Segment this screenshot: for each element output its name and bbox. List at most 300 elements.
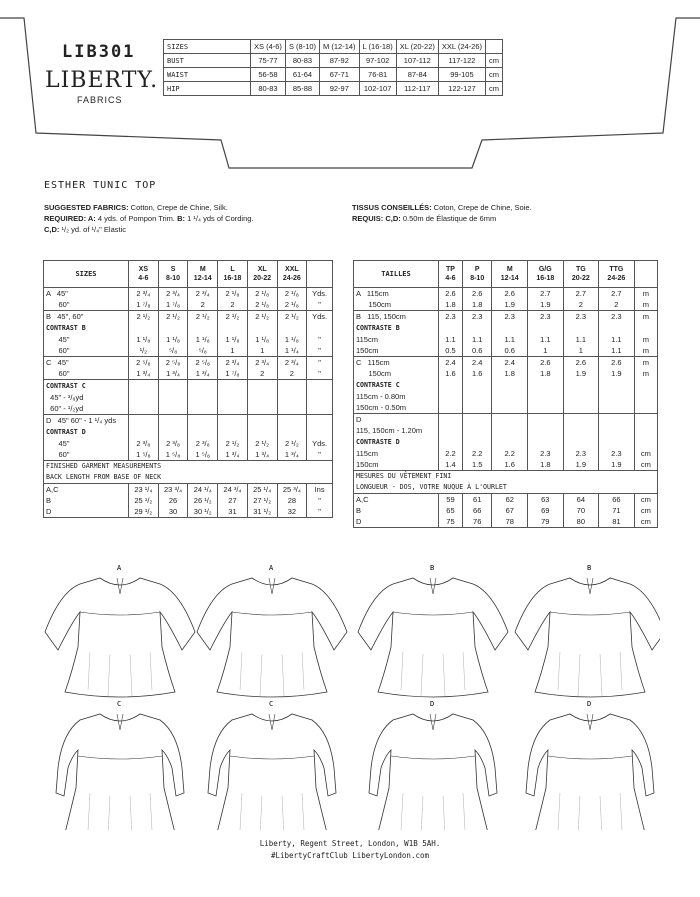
table-cell: 1.8 bbox=[528, 459, 564, 471]
table-cell: 1 ³/₄ bbox=[188, 368, 218, 380]
size-cell: L (16-18) bbox=[359, 40, 396, 54]
size-cell: S (8-10) bbox=[285, 40, 319, 54]
table-cell bbox=[218, 392, 248, 403]
header-cell: TAILLES bbox=[354, 261, 439, 288]
header-cell: M 12-14 bbox=[188, 261, 218, 288]
table-cell: 2 ³/₈ bbox=[158, 438, 188, 449]
table-cell: m bbox=[634, 357, 657, 369]
brand-sub: FABRICS bbox=[77, 95, 123, 105]
size-cell: XL (20-22) bbox=[396, 40, 438, 54]
size-cell: cm bbox=[486, 54, 503, 68]
table-cell: 2.6 bbox=[528, 357, 564, 369]
table-cell: m bbox=[634, 368, 657, 379]
header-cell: G/G 16-18 bbox=[528, 261, 564, 288]
fabric-info-fr: TISSUS CONSEILLÉS: Coton, Crepe de Chine, Soie. REQUIS: C,D: 0.50m de Élastique de 6mm bbox=[352, 203, 532, 223]
yardage-table-fr bbox=[353, 260, 658, 528]
table-cell: 1 ⁵/₈ bbox=[188, 449, 218, 461]
table-cell bbox=[354, 345, 439, 357]
measurement-cell: D bbox=[354, 516, 439, 528]
table-cell bbox=[188, 426, 218, 438]
table-cell: 1 ³/₄ bbox=[247, 449, 277, 461]
table-cell bbox=[218, 415, 248, 427]
measurement-row bbox=[44, 495, 333, 506]
table-cell bbox=[563, 391, 599, 402]
measurement-cell: 80 bbox=[563, 516, 599, 528]
measurement-cell: cm bbox=[634, 494, 657, 506]
row-label: D 45" 60" - 1 ¹/₄ yds bbox=[46, 416, 117, 425]
size-cell: cm bbox=[486, 82, 503, 96]
note-text: FINISHED GARMENT MEASUREMENTS bbox=[44, 461, 333, 473]
table-cell: 2 bbox=[188, 299, 218, 311]
table-cell: cm bbox=[634, 459, 657, 471]
table-cell: 2 ³/₄ bbox=[247, 357, 277, 369]
table-cell bbox=[129, 403, 159, 415]
table-cell bbox=[218, 426, 248, 438]
table-row bbox=[44, 288, 333, 300]
table-cell: 2 ³/₄ bbox=[158, 288, 188, 300]
size-cell: 61-64 bbox=[285, 68, 319, 82]
table-cell: Yds. bbox=[307, 288, 333, 300]
table-cell: 1.6 bbox=[462, 368, 492, 379]
table-cell: 1 ³/₄ bbox=[218, 449, 248, 461]
table-cell bbox=[158, 322, 188, 334]
table-cell bbox=[307, 415, 333, 427]
table-cell: 1 ¹/₄ bbox=[277, 345, 307, 357]
view-label: B bbox=[430, 564, 435, 572]
row-label: A 45" bbox=[46, 289, 68, 298]
table-row bbox=[354, 322, 658, 334]
brand-logo: LIBERTY. bbox=[45, 68, 159, 93]
table-cell: 2 ⁵/₈ bbox=[129, 357, 159, 369]
measurement-cell: 30 bbox=[158, 506, 188, 518]
table-cell: m bbox=[634, 334, 657, 345]
table-cell: 2.3 bbox=[563, 311, 599, 323]
pattern-code: LIB301 bbox=[62, 42, 136, 62]
table-cell bbox=[634, 391, 657, 402]
table-cell bbox=[439, 414, 463, 426]
table-cell: 2.6 bbox=[563, 357, 599, 369]
measurement-cell: cm bbox=[634, 516, 657, 528]
table-cell bbox=[528, 391, 564, 402]
table-cell: 2.6 bbox=[599, 357, 635, 369]
table-cell bbox=[528, 425, 564, 436]
table-cell: 1 ¹/₈ bbox=[158, 334, 188, 345]
measurement-row bbox=[354, 494, 658, 506]
row-label: 45" bbox=[46, 335, 70, 344]
table-row bbox=[354, 402, 658, 414]
measurement-row bbox=[44, 506, 333, 518]
table-cell bbox=[247, 415, 277, 427]
table-cell: 2 bbox=[218, 299, 248, 311]
table-cell bbox=[44, 380, 129, 393]
table-cell bbox=[599, 436, 635, 448]
table-cell bbox=[563, 379, 599, 391]
table-cell bbox=[218, 380, 248, 393]
table-cell: 2 ¹/₂ bbox=[158, 311, 188, 323]
measurement-cell: 28 bbox=[277, 495, 307, 506]
table-cell: 1.9 bbox=[563, 368, 599, 379]
measurement-cell: 23 ³/₄ bbox=[158, 484, 188, 496]
measurement-cell: A,C bbox=[44, 484, 129, 496]
table-cell: 2 ¹/₈ bbox=[277, 288, 307, 300]
table-cell: 2 ³/₄ bbox=[188, 288, 218, 300]
note-text: LONGUEUR - DOS, VOTRE NUQUE À L'OURLET bbox=[354, 482, 658, 494]
table-cell bbox=[44, 334, 129, 345]
size-cell: 92-97 bbox=[320, 82, 360, 96]
table-cell: 1.9 bbox=[492, 299, 528, 311]
table-cell: 2.4 bbox=[462, 357, 492, 369]
row-label: 60" bbox=[46, 300, 70, 309]
table-row bbox=[354, 425, 658, 436]
table-cell: 1 ¹/₈ bbox=[188, 334, 218, 345]
table-cell: 2 ¹/₈ bbox=[277, 299, 307, 311]
table-cell: 1 bbox=[218, 345, 248, 357]
table-cell: 2 bbox=[247, 368, 277, 380]
table-cell: 2 ³/₄ bbox=[218, 357, 248, 369]
table-row bbox=[354, 459, 658, 471]
size-cell: 76-81 bbox=[359, 68, 396, 82]
table-cell: 2.4 bbox=[492, 357, 528, 369]
table-cell bbox=[439, 322, 463, 334]
row-label: 45" - ³/₈yd bbox=[46, 393, 84, 402]
measurement-cell: A,C bbox=[354, 494, 439, 506]
table-cell bbox=[307, 380, 333, 393]
table-cell: 1.1 bbox=[599, 345, 635, 357]
table-cell bbox=[44, 357, 129, 369]
table-cell bbox=[492, 322, 528, 334]
table-cell: m bbox=[634, 311, 657, 323]
table-cell bbox=[129, 380, 159, 393]
table-cell bbox=[354, 299, 439, 311]
size-cell: 102-107 bbox=[359, 82, 396, 96]
size-cell: SIZES bbox=[164, 40, 251, 54]
measurement-cell: 69 bbox=[528, 505, 564, 516]
measurement-cell: 26 ¹/₂ bbox=[188, 495, 218, 506]
table-cell bbox=[634, 436, 657, 448]
table-cell bbox=[492, 436, 528, 448]
footer-address: Liberty, Regent Street, London, W1B 5AH. bbox=[259, 839, 441, 848]
size-cell: XS (4-6) bbox=[251, 40, 286, 54]
table-cell bbox=[247, 392, 277, 403]
table-cell: 2.7 bbox=[563, 288, 599, 300]
table-row bbox=[44, 334, 333, 345]
table-cell bbox=[354, 334, 439, 345]
measurement-cell: 27 bbox=[218, 495, 248, 506]
table-cell: cm bbox=[634, 448, 657, 459]
table-cell: 2.6 bbox=[462, 288, 492, 300]
table-cell bbox=[563, 322, 599, 334]
table-cell: 0.6 bbox=[462, 345, 492, 357]
table-cell bbox=[247, 380, 277, 393]
size-cell: 75-77 bbox=[251, 54, 286, 68]
table-cell: 2 ³/₄ bbox=[129, 288, 159, 300]
size-cell: 87-92 bbox=[320, 54, 360, 68]
table-cell bbox=[44, 392, 129, 403]
measurement-cell: 27 ¹/₂ bbox=[247, 495, 277, 506]
table-row bbox=[354, 311, 658, 323]
table-cell bbox=[462, 322, 492, 334]
note-text: BACK LENGTH FROM BASE OF NECK bbox=[44, 472, 333, 484]
table-cell: 1.1 bbox=[599, 334, 635, 345]
table-cell: 2.3 bbox=[528, 311, 564, 323]
table-row bbox=[354, 299, 658, 311]
table-cell bbox=[129, 392, 159, 403]
table-cell bbox=[439, 425, 463, 436]
table-row bbox=[354, 334, 658, 345]
table-cell: 1.8 bbox=[462, 299, 492, 311]
table-cell: 2.2 bbox=[462, 448, 492, 459]
table-cell: 1 ⁷/₈ bbox=[218, 368, 248, 380]
row-label: 150cm - 0.50m bbox=[356, 403, 407, 412]
measurement-cell: 32 bbox=[277, 506, 307, 518]
table-row bbox=[354, 345, 658, 357]
measurement-cell: 61 bbox=[462, 494, 492, 506]
table-cell: 1 bbox=[247, 345, 277, 357]
header-cell: P 8-10 bbox=[462, 261, 492, 288]
table-cell: " bbox=[307, 299, 333, 311]
table-row bbox=[44, 311, 333, 323]
table-cell: ⁵/₈ bbox=[188, 345, 218, 357]
size-cell: HIP bbox=[164, 82, 251, 96]
measurement-cell: 81 bbox=[599, 516, 635, 528]
table-cell: 2.6 bbox=[439, 288, 463, 300]
footer bbox=[0, 838, 700, 862]
measurement-cell: D bbox=[44, 506, 129, 518]
row-label: 60" bbox=[46, 346, 70, 355]
table-cell bbox=[277, 415, 307, 427]
table-cell bbox=[277, 322, 307, 334]
table-cell: 1.1 bbox=[439, 334, 463, 345]
table-cell: 0.6 bbox=[492, 345, 528, 357]
table-cell: 2 ¹/₂ bbox=[277, 438, 307, 449]
fabric-info-en: SUGGESTED FABRICS: Cotton, Crepe de Chine, Silk. REQUIRED: A: 4 yds. of Pompon Trim. B: 1 ¹/₄ yds of Cording. C,D: ¹/₂ yd. of ¹/₄" Elastic bbox=[44, 203, 254, 234]
table-cell: 2 ³/₈ bbox=[188, 438, 218, 449]
table-cell bbox=[634, 402, 657, 414]
table-cell bbox=[462, 436, 492, 448]
table-cell: 2 ³/₈ bbox=[129, 438, 159, 449]
table-cell bbox=[277, 403, 307, 415]
yardage-table-en bbox=[43, 260, 333, 518]
table-cell bbox=[129, 415, 159, 427]
table-cell bbox=[492, 414, 528, 426]
measurement-cell: 66 bbox=[599, 494, 635, 506]
size-cell: 97-102 bbox=[359, 54, 396, 68]
size-cell bbox=[486, 40, 503, 54]
table-cell bbox=[492, 379, 528, 391]
table-cell bbox=[44, 368, 129, 380]
view-label: C bbox=[269, 700, 274, 708]
header-cell: S 8-10 bbox=[158, 261, 188, 288]
table-cell bbox=[528, 402, 564, 414]
table-cell bbox=[439, 436, 463, 448]
table-cell: 1 ³/₄ bbox=[277, 449, 307, 461]
table-cell bbox=[439, 391, 463, 402]
size-cell: 99-105 bbox=[438, 68, 485, 82]
table-cell: m bbox=[634, 345, 657, 357]
row-label: A 115cm bbox=[356, 289, 389, 298]
table-cell: m bbox=[634, 288, 657, 300]
table-cell bbox=[599, 425, 635, 436]
measurement-row bbox=[44, 484, 333, 496]
row-label: 60" bbox=[46, 369, 70, 378]
table-cell: Yds. bbox=[307, 438, 333, 449]
table-cell: 2 ¹/₂ bbox=[247, 311, 277, 323]
table-cell: 1 ⁵/₈ bbox=[158, 449, 188, 461]
header-cell: SIZES bbox=[44, 261, 129, 288]
row-label: C 45" bbox=[46, 358, 69, 367]
table-cell bbox=[354, 379, 439, 391]
table-cell: 2 ⁵/₈ bbox=[188, 357, 218, 369]
measurement-cell: 30 ¹/₂ bbox=[188, 506, 218, 518]
table-row bbox=[44, 345, 333, 357]
table-cell: m bbox=[634, 299, 657, 311]
table-cell bbox=[44, 288, 129, 300]
table-cell bbox=[563, 414, 599, 426]
row-label: CONTRAST C bbox=[46, 382, 86, 390]
table-header bbox=[44, 261, 333, 288]
table-cell bbox=[247, 322, 277, 334]
table-cell bbox=[354, 402, 439, 414]
table-cell bbox=[528, 379, 564, 391]
table-cell bbox=[44, 403, 129, 415]
table-cell bbox=[563, 436, 599, 448]
table-row bbox=[44, 380, 333, 393]
table-cell: 1.9 bbox=[528, 299, 564, 311]
table-cell: 2.4 bbox=[439, 357, 463, 369]
table-cell: 1.1 bbox=[492, 334, 528, 345]
table-cell bbox=[277, 426, 307, 438]
table-cell bbox=[354, 448, 439, 459]
row-label: B 45", 60" bbox=[46, 312, 84, 321]
measurement-cell: 23 ¹/₄ bbox=[129, 484, 159, 496]
measurement-cell: 76 bbox=[462, 516, 492, 528]
table-cell: 1 ³/₄ bbox=[129, 368, 159, 380]
table-cell bbox=[354, 368, 439, 379]
table-row bbox=[44, 426, 333, 438]
size-cell: 117-122 bbox=[438, 54, 485, 68]
footer-links: #LibertyCraftClub LibertyLondon.com bbox=[270, 851, 430, 860]
table-cell bbox=[307, 403, 333, 415]
table-cell: 2.2 bbox=[492, 448, 528, 459]
table-row bbox=[354, 288, 658, 300]
table-cell bbox=[44, 322, 129, 334]
table-row bbox=[44, 299, 333, 311]
size-cell: WAIST bbox=[164, 68, 251, 82]
table-cell: 1.8 bbox=[492, 368, 528, 379]
table-cell bbox=[44, 449, 129, 461]
table-cell: 2 ¹/₂ bbox=[218, 311, 248, 323]
table-cell: 1.1 bbox=[462, 334, 492, 345]
table-cell: 2 ⁵/₈ bbox=[158, 357, 188, 369]
row-label: 60" - ¹/₂yd bbox=[46, 404, 84, 413]
measurement-cell: 25 ¹/₂ bbox=[129, 495, 159, 506]
row-label: 150cm bbox=[356, 300, 392, 309]
table-cell bbox=[528, 436, 564, 448]
row-label: CONTRAST B bbox=[46, 324, 86, 332]
size-cell: 80-83 bbox=[285, 54, 319, 68]
measurement-cell: 26 bbox=[158, 495, 188, 506]
header-cell: TP 4-6 bbox=[439, 261, 463, 288]
table-cell: ⁵/₈ bbox=[158, 345, 188, 357]
row-label: D bbox=[356, 415, 362, 424]
table-row bbox=[44, 392, 333, 403]
measurement-cell: 59 bbox=[439, 494, 463, 506]
table-row bbox=[44, 368, 333, 380]
measurement-cell: 70 bbox=[563, 505, 599, 516]
table-cell: 2.7 bbox=[528, 288, 564, 300]
size-cell: XXL (24-26) bbox=[438, 40, 485, 54]
row-label: 45" bbox=[46, 439, 70, 448]
table-cell bbox=[634, 379, 657, 391]
table-cell bbox=[354, 357, 439, 369]
table-cell: 2 ¹/₈ bbox=[218, 288, 248, 300]
header-cell bbox=[307, 261, 333, 288]
table-cell bbox=[563, 402, 599, 414]
table-cell bbox=[44, 311, 129, 323]
measurement-cell: 63 bbox=[528, 494, 564, 506]
table-cell bbox=[492, 402, 528, 414]
measurement-cell: 78 bbox=[492, 516, 528, 528]
table-row bbox=[44, 322, 333, 334]
table-cell: 1.8 bbox=[439, 299, 463, 311]
table-cell: 2 ³/₄ bbox=[277, 357, 307, 369]
table-cell bbox=[188, 403, 218, 415]
measurement-cell: 31 ¹/₂ bbox=[247, 506, 277, 518]
table-cell: 1 ³/₄ bbox=[158, 368, 188, 380]
measurement-note bbox=[44, 472, 333, 484]
table-cell bbox=[247, 403, 277, 415]
table-cell bbox=[528, 322, 564, 334]
table-cell: 2.3 bbox=[528, 448, 564, 459]
measurement-cell: 29 ¹/₂ bbox=[129, 506, 159, 518]
table-row bbox=[44, 403, 333, 415]
table-cell bbox=[129, 322, 159, 334]
measurement-row bbox=[354, 505, 658, 516]
size-row bbox=[164, 54, 503, 68]
measurement-cell: 24 ³/₄ bbox=[218, 484, 248, 496]
table-cell bbox=[44, 345, 129, 357]
table-cell: 2 ¹/₂ bbox=[188, 311, 218, 323]
table-cell: 1 ⁷/₈ bbox=[158, 299, 188, 311]
table-cell bbox=[492, 425, 528, 436]
table-cell bbox=[599, 402, 635, 414]
table-cell bbox=[277, 380, 307, 393]
measurement-cell: cm bbox=[634, 505, 657, 516]
table-cell: 1.5 bbox=[462, 459, 492, 471]
table-cell: 2.6 bbox=[492, 288, 528, 300]
measurement-note bbox=[354, 482, 658, 494]
table-cell bbox=[439, 379, 463, 391]
row-label: C 115cm bbox=[356, 358, 390, 367]
measurement-cell: 31 bbox=[218, 506, 248, 518]
measurement-note bbox=[354, 471, 658, 483]
measurement-cell: B bbox=[354, 505, 439, 516]
measurement-row bbox=[354, 516, 658, 528]
table-cell bbox=[462, 391, 492, 402]
table-row bbox=[354, 436, 658, 448]
table-cell bbox=[634, 322, 657, 334]
table-row bbox=[354, 368, 658, 379]
size-cell: 87-84 bbox=[396, 68, 438, 82]
table-cell: 2 ¹/₂ bbox=[218, 438, 248, 449]
table-cell bbox=[354, 311, 439, 323]
header-cell bbox=[634, 261, 657, 288]
measurement-cell: " bbox=[307, 495, 333, 506]
table-row bbox=[354, 391, 658, 402]
row-label: 115cm - 0.80m bbox=[356, 392, 406, 401]
table-cell: 1.6 bbox=[439, 368, 463, 379]
measurement-cell: B bbox=[44, 495, 129, 506]
